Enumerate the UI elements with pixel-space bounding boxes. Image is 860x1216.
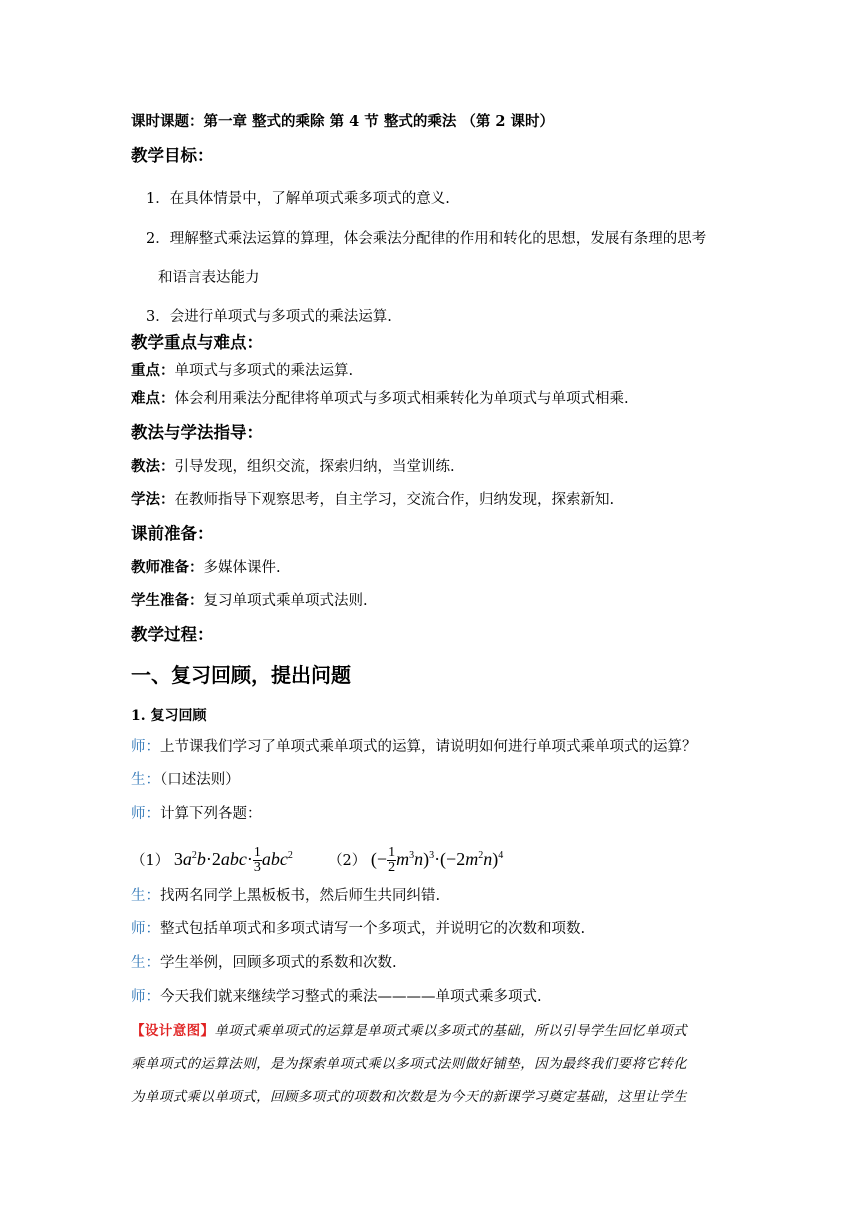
- lesson-title: [131, 112, 554, 132]
- dialogue-line-1: [131, 737, 697, 757]
- subsection-review-heading: 1. 复习回顾: [131, 708, 207, 724]
- design-intent-line-3: 为单项式乘以单项式，回顾多项式的项数和次数是为今天的新课学习奠定基础，这里让学生: [131, 1089, 687, 1105]
- objective-item-2: 2．理解整式乘法运算的算理，体会乘法分配律的作用和转化的思想，发展有条理的思考: [146, 231, 707, 247]
- dialogue-text: 计算下列各题：: [160, 806, 262, 822]
- teacher-prep-label: 教师准备：: [131, 559, 204, 576]
- speaker-teacher: 师：: [131, 739, 160, 755]
- learn-method-label: 学法：: [131, 491, 175, 508]
- dialogue-text: 找两名同学上黑板板书，然后师生共同纠错.: [160, 888, 441, 904]
- dialogue-text: 学生举例，回顾多项式的系数和次数.: [160, 955, 397, 971]
- dialogue-line-3: [131, 804, 262, 824]
- objective-item-3: 3．会进行单项式与多项式的乘法运算.: [146, 309, 392, 325]
- objective-item-1: 1．在具体情景中，了解单项式乘多项式的意义.: [146, 191, 450, 207]
- speaker-student: 生：: [131, 955, 160, 971]
- design-intent-label: 【设计意图】: [131, 1023, 215, 1039]
- teach-method-label: 教法：: [131, 458, 175, 475]
- problem-1-label: （1）: [131, 853, 170, 869]
- dialogue-line-2: [131, 770, 240, 790]
- design-intent-line-2: 乘单项式的运算法则，是为探索单项式乘以多项式法则做好铺垫，因为最终我们要将它转化: [131, 1056, 687, 1072]
- teach-method-text: 引导发现，组织交流，探索归纳，当堂训练.: [174, 459, 455, 475]
- prep-heading: 课前准备：: [131, 524, 214, 543]
- problem-1-expression: $3a^2b\cdot 2abc\cdot$ $\frac{1}{3}$ abc$^2$: [173, 845, 293, 876]
- lesson-title-label: 课时课题：: [131, 113, 204, 130]
- focus-text: 单项式与多项式的乘法运算.: [174, 363, 354, 379]
- focus-label: 重点：: [131, 362, 175, 379]
- objective-item-2-continued: 和语言表达能力: [158, 270, 260, 286]
- student-prep-line: [131, 591, 368, 611]
- speaker-teacher: 师：: [131, 806, 160, 822]
- dialogue-line-7: [131, 987, 542, 1007]
- focus-line: [131, 361, 353, 381]
- dialogue-line-6: [131, 953, 397, 973]
- dialogue-line-4: [131, 886, 440, 906]
- dialogue-text: 今天我们就来继续学习整式的乘法————单项式乘多项式.: [160, 989, 542, 1005]
- methods-heading: 教法与学法指导：: [131, 423, 263, 442]
- speaker-teacher: 师：: [131, 989, 160, 1005]
- design-intent-text: 单项式乘单项式的运算是单项式乘以多项式的基础，所以引导学生回忆单项式: [214, 1023, 688, 1039]
- dialogue-text: 上节课我们学习了单项式乘单项式的运算，请说明如何进行单项式乘单项式的运算？: [160, 739, 697, 755]
- speaker-student: 生：: [131, 772, 160, 788]
- process-heading: 教学过程：: [131, 625, 214, 644]
- key-points-heading: 教学重点与难点：: [131, 333, 263, 352]
- student-prep-text: 复习单项式乘单项式法则.: [203, 593, 368, 609]
- speaker-teacher: 师：: [131, 921, 160, 937]
- difficulty-line: [131, 389, 629, 409]
- problem-2-expression: (− $\frac{1}{2}$ $m^3n)^3\cdot(-2m^2n)^4$: [370, 845, 504, 876]
- difficulty-text: 体会利用乘法分配律将单项式与多项式相乘转化为单项式与单项式相乘.: [174, 391, 629, 407]
- problem-2-label: （2）: [328, 853, 367, 869]
- dialogue-text: 整式包括单项式和多项式请写一个多项式，并说明它的次数和项数.: [160, 921, 586, 937]
- student-prep-label: 学生准备：: [131, 592, 204, 609]
- teacher-prep-text: 多媒体课件.: [203, 560, 281, 576]
- math-problems: [131, 836, 503, 876]
- objectives-heading: 教学目标：: [131, 146, 214, 165]
- learn-method-text: 在教师指导下观察思考，自主学习，交流合作，归纳发现，探索新知.: [174, 492, 615, 508]
- teach-method-line: [131, 457, 455, 477]
- dialogue-line-5: [131, 919, 585, 939]
- section-1-heading: 一、复习回顾，提出问题: [131, 663, 351, 687]
- difficulty-label: 难点：: [131, 390, 175, 407]
- learn-method-line: [131, 490, 614, 510]
- dialogue-text: （口述法则）: [160, 772, 240, 788]
- design-intent-line-1: [131, 1021, 687, 1041]
- speaker-student: 生：: [131, 888, 160, 904]
- lesson-title-text: 第一章 整式的乘除 第 4 节 整式的乘法 （第 2 课时）: [203, 113, 555, 130]
- teacher-prep-line: [131, 558, 281, 578]
